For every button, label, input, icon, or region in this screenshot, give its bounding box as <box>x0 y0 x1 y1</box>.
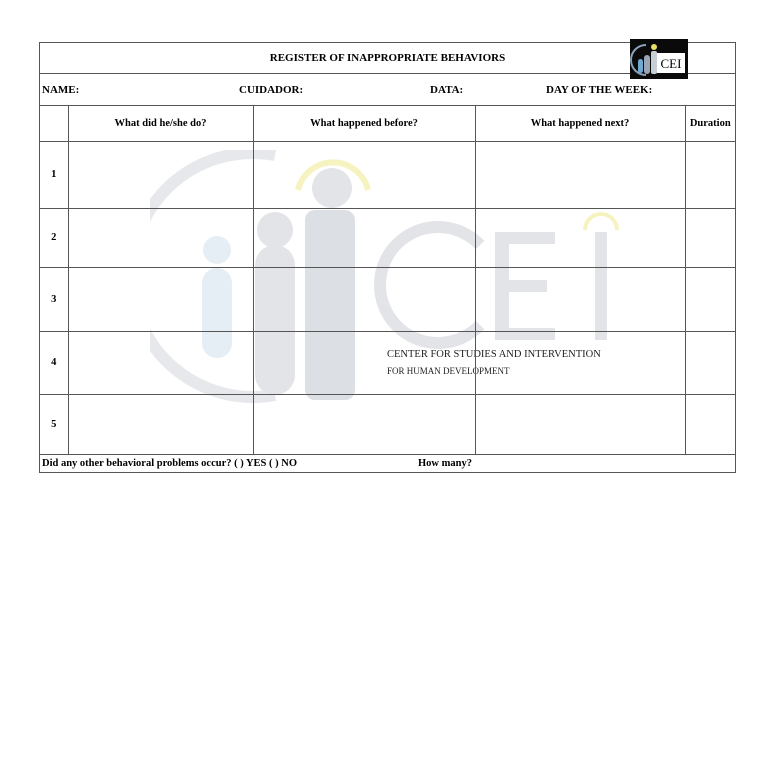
cell-before[interactable] <box>253 141 475 208</box>
row-number: 3 <box>40 267 68 331</box>
table-row <box>40 141 735 208</box>
cei-logo <box>630 39 688 79</box>
form-footer <box>40 454 735 472</box>
cell-duration[interactable] <box>685 331 735 394</box>
day-of-week-label: DAY OF THE WEEK: <box>546 84 653 96</box>
table-row <box>40 394 735 454</box>
cell-duration[interactable] <box>685 394 735 454</box>
row-number: 1 <box>40 141 68 208</box>
behavior-register-form <box>39 42 736 473</box>
cell-next[interactable] <box>475 394 685 454</box>
date-label: DATA: <box>430 84 464 96</box>
cell-before[interactable] <box>253 208 475 267</box>
table-row <box>40 267 735 331</box>
row-number: 5 <box>40 394 68 454</box>
column-header-what-did: What did he/she do? <box>68 106 253 141</box>
info-fields <box>40 74 735 106</box>
form-title: REGISTER OF INAPPROPRIATE BEHAVIORS <box>269 52 506 64</box>
watermark-name-line1: CENTER FOR STUDIES AND INTERVENTION <box>387 349 601 360</box>
other-problems-question: Did any other behavioral problems occur? ( ) YES ( ) NO <box>42 458 298 469</box>
cell-what-did[interactable] <box>68 141 253 208</box>
watermark-name-line2: FOR HUMAN DEVELOPMENT <box>387 366 510 376</box>
column-header-before: What happened before? <box>253 106 475 141</box>
behavior-table <box>40 106 735 455</box>
table-header-row <box>40 106 735 141</box>
row-number: 2 <box>40 208 68 267</box>
cell-what-did[interactable] <box>68 208 253 267</box>
form-header <box>40 43 735 74</box>
row-number: 4 <box>40 331 68 394</box>
name-label: NAME: <box>42 84 80 96</box>
caregiver-label: CUIDADOR: <box>239 84 304 96</box>
cell-duration[interactable] <box>685 141 735 208</box>
table-row <box>40 208 735 267</box>
cell-next[interactable] <box>475 208 685 267</box>
column-header-number <box>40 106 68 141</box>
cell-before[interactable] <box>253 267 475 331</box>
cell-what-did[interactable] <box>68 267 253 331</box>
cei-logo-text: CEI <box>660 56 682 71</box>
cell-what-did[interactable] <box>68 394 253 454</box>
cell-before[interactable] <box>253 394 475 454</box>
cell-duration[interactable] <box>685 267 735 331</box>
cell-next[interactable] <box>475 267 685 331</box>
how-many-label: How many? <box>418 458 472 469</box>
cell-next[interactable] <box>475 141 685 208</box>
cell-next[interactable] <box>475 331 685 394</box>
column-header-next: What happened next? <box>475 106 685 141</box>
column-header-duration: Duration <box>685 106 735 141</box>
cell-before[interactable] <box>253 331 475 394</box>
table-row <box>40 331 735 394</box>
cell-what-did[interactable] <box>68 331 253 394</box>
cell-duration[interactable] <box>685 208 735 267</box>
